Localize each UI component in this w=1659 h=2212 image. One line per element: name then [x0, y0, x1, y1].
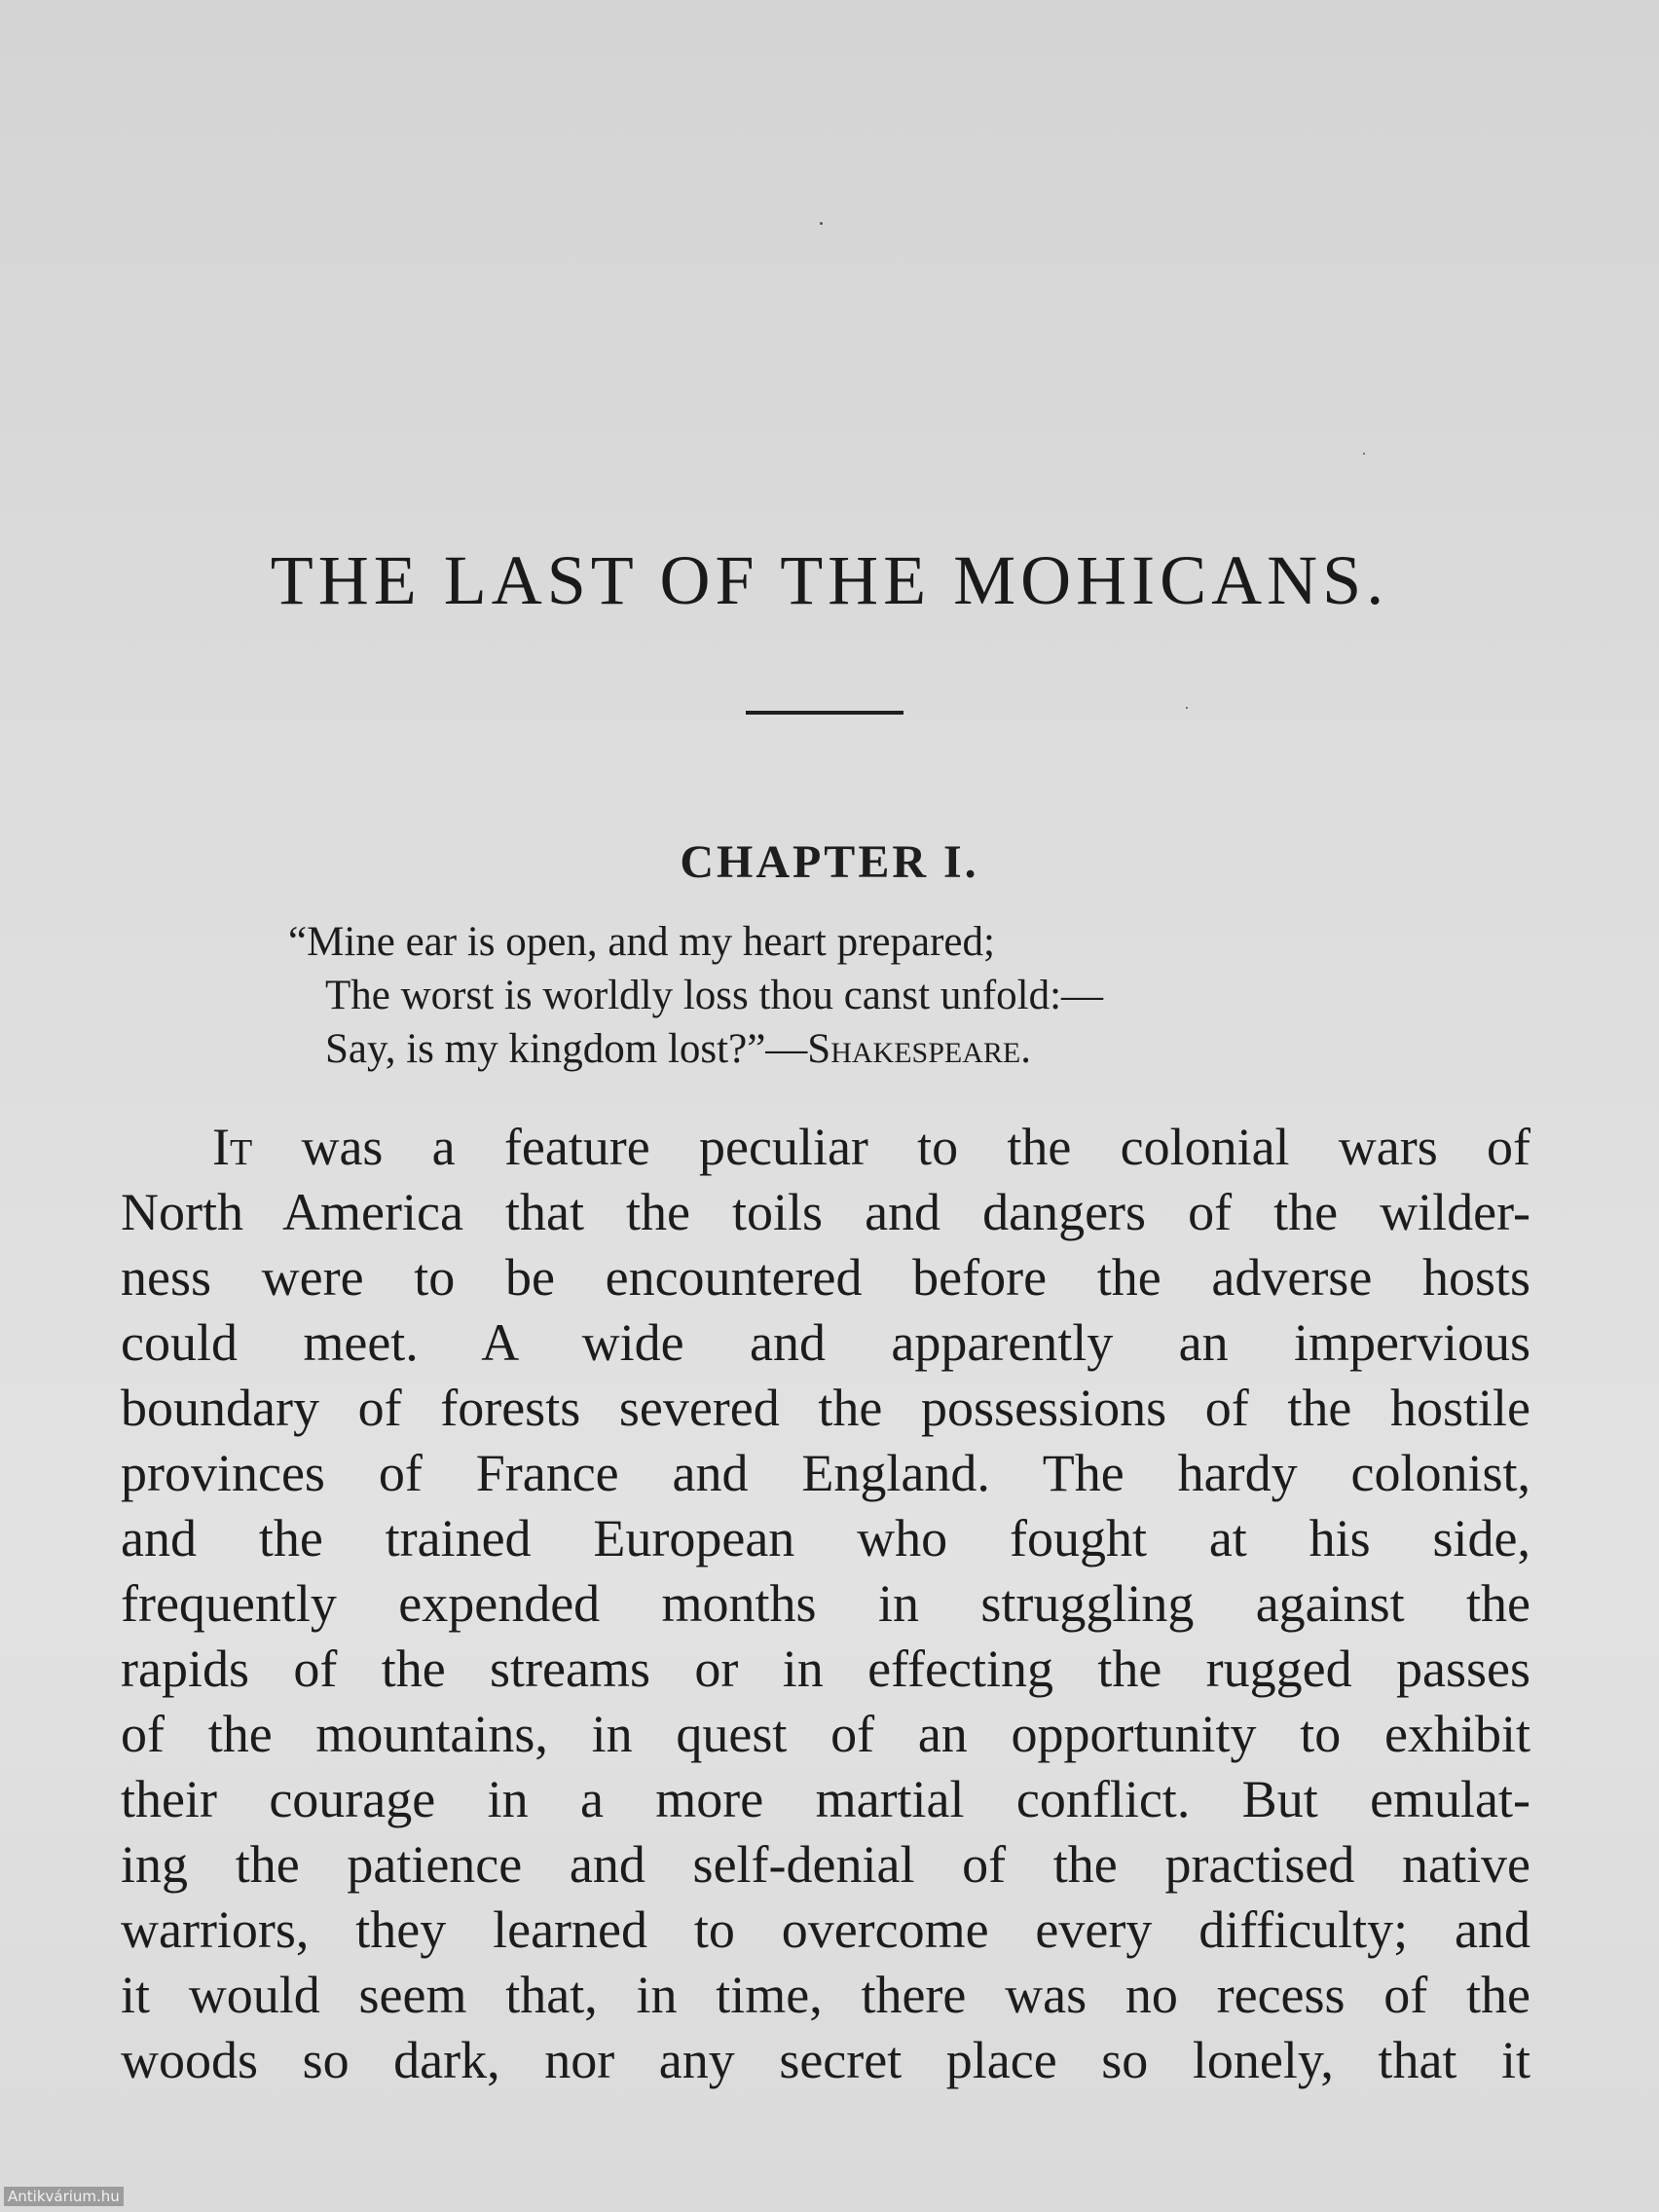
epigraph-line: [288, 1022, 1103, 1076]
epigraph-line: “Mine ear is open, and my heart prepared;: [288, 919, 995, 965]
body-line: rapids of the streams or in effecting the rugged passes: [121, 1640, 1530, 1698]
body-line: provinces of France and England. The hardy colonist,: [121, 1444, 1530, 1502]
book-title: THE LAST OF THE MOHICANS.: [270, 541, 1389, 619]
body-line: ness were to be encountered before the adverse hosts: [121, 1248, 1530, 1307]
paper-speck: [1363, 453, 1365, 455]
first-line-text: was a feature peculiar to the colonial wars of: [252, 1118, 1530, 1176]
epigraph-attribution: Shakespeare.: [807, 1026, 1031, 1072]
body-line: it would seem that, in time, there was no recess of the: [121, 1966, 1530, 2024]
body-line: boundary of forests severed the possessions of the hostile: [121, 1379, 1530, 1437]
body-line: their courage in a more martial conflict. But emulat-: [121, 1770, 1530, 1828]
body-line: [121, 1115, 1530, 1180]
body-line: and the trained European who fought at his side,: [121, 1509, 1530, 1567]
watermark: Antikvárium.hu: [4, 2187, 124, 2206]
chapter-heading: CHAPTER I.: [680, 836, 979, 888]
body-line: North America that the toils and dangers of the wilder-: [121, 1183, 1530, 1241]
epigraph: [288, 915, 1103, 1076]
body-line: of the mountains, in quest of an opportunity to exhibit: [121, 1705, 1530, 1763]
body-line: warriors, they learned to overcome every difficulty; and: [121, 1900, 1530, 1959]
epigraph-line: The worst is worldly loss thou canst unfold:—: [325, 973, 1104, 1018]
body-line: woods so dark, nor any secret place so lonely, that it: [121, 2031, 1530, 2089]
paper-speck: [1186, 707, 1188, 709]
body-line: ing the patience and self-denial of the practised native: [121, 1835, 1530, 1894]
body-line: could meet. A wide and apparently an impervious: [121, 1313, 1530, 1372]
lead-in-word: It: [212, 1118, 253, 1176]
epigraph-line-text: Say, is my kingdom lost?”—: [325, 1026, 808, 1072]
paper-speck: [820, 222, 823, 225]
title-rule: [746, 711, 903, 715]
body-line: frequently expended months in struggling against the: [121, 1574, 1530, 1633]
chapter-body: [121, 1115, 1530, 2093]
